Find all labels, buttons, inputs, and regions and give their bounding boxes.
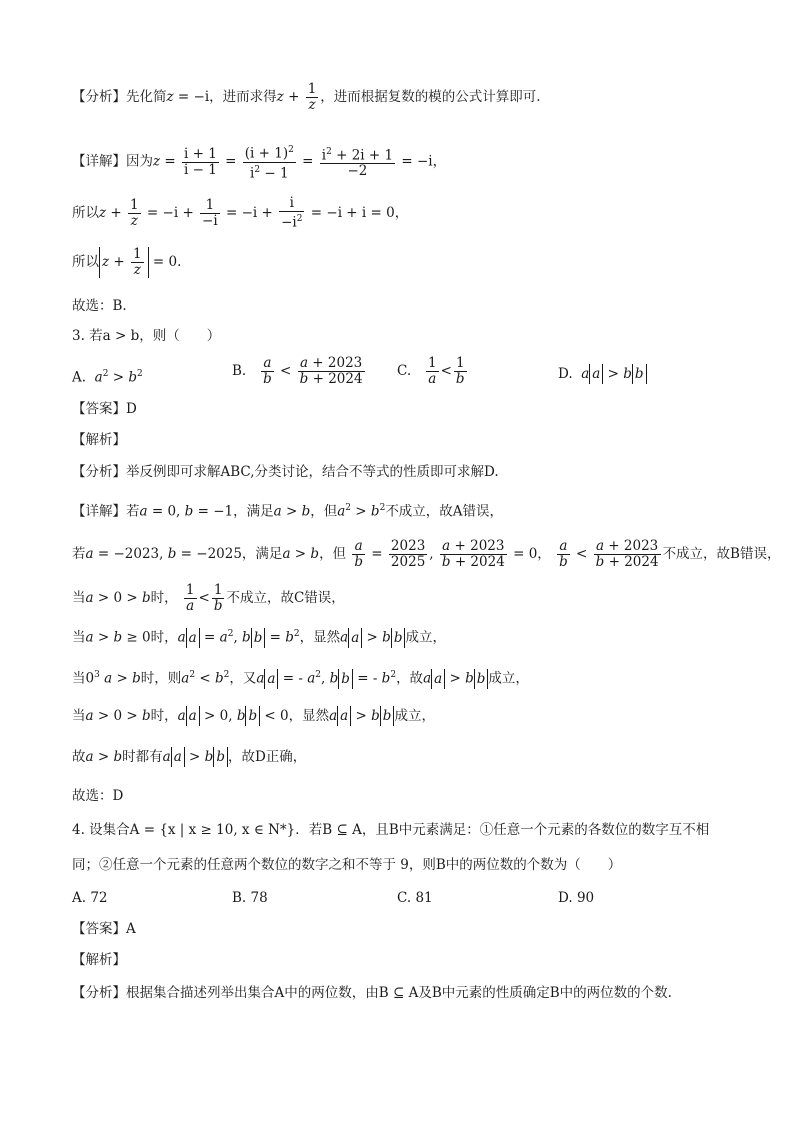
q4-option-a: A. 72	[72, 890, 108, 906]
q2-detail-line1: 【详解】因为z = $\frac{i + 1}{i - 1}$ = $\frac{(i + 1)^2}{i^2 - 1}$ = $\frac{i^2 + 2i + 1}{-2}$ = −i，	[72, 145, 447, 181]
q3-stem: 3. 若a > b，则（ ）	[72, 328, 221, 344]
q4-answer: 【答案】A	[72, 921, 136, 937]
q2-detail-tag: 【详解】	[72, 153, 126, 170]
q4-option-d: D. 90	[558, 890, 595, 906]
q3-detail-line3: 当a > 0 > b时， $\frac{1}{a}$ < $\frac{1}{b}$ 不成立，故C错误，	[72, 582, 345, 614]
q2-detail-line2: 所以z + $\frac{1}{z}$ = −i + $\frac{1}{-i}$ = −i + $\frac{i}{-i^2}$ = −i + i = 0，	[72, 195, 409, 231]
q4-stem-line1: 4. 设集合A = {x | x ≥ 10, x ∈ N*}．若B ⊆ A，且B中元素满足：①任意一个元素的各数位的数字互不相	[72, 822, 710, 838]
q3-option-c: C. $\frac{1}{a}$ < $\frac{1}{b}$	[397, 355, 465, 387]
q2-choice: 故选：B.	[72, 298, 127, 314]
q3-detail-line4: 当a > b ≥ 0时，a $a = a^2$, b $b = b^2$，显然a a > b b 成立，	[72, 629, 446, 646]
q4-option-c: C. 81	[397, 890, 433, 906]
q2-detail-line3: 所以 z + $\frac{1}{z}$ = 0.	[72, 246, 182, 278]
q3-option-d: D. a a > b b	[558, 364, 647, 384]
q4-jiexi: 【解析】	[72, 952, 126, 968]
q4-option-b: B. 78	[232, 890, 268, 906]
q3-analysis: 【分析】举反例即可求解ABC,分类讨论，结合不等式的性质即可求解D.	[72, 464, 499, 480]
q3-detail-line1: 【详解】若a = 0, b = −1，满足a > b，但$a^2 > b^2$不成立，故A错误，	[72, 503, 504, 520]
q3-jiexi: 【解析】	[72, 432, 126, 448]
q3-detail-line6: 当a > 0 > b时，a a > 0, b b < 0，显然a a > b b 成立，	[72, 708, 435, 724]
q3-option-b: B. $\frac{a}{b}$ < $\frac{a + 2023}{b + 2024}$	[232, 355, 363, 387]
q2-analysis-tag: 【分析】	[72, 89, 126, 105]
q3-detail-line5: 当$0^3$ a > b时，则$a^2 < b^2$，又a a = - $a^2$, b b = - $b^2$，故a a > b b 成立，	[72, 670, 529, 687]
q4-stem-line2: 同；②任意一个元素的任意两个数位的数字之和不等于 9，则B中的两位数的个数为（ ）	[72, 857, 622, 873]
q3-option-a: A. $a^2 > b^2$	[72, 369, 143, 386]
q3-choice: 故选：D	[72, 788, 124, 804]
q3-answer: 【答案】D	[72, 401, 137, 417]
q4-analysis: 【分析】根据集合描述列举出集合A中的两位数，由B ⊆ A及B中元素的性质确定B中的两位数的个数.	[72, 985, 672, 1001]
q3-detail-line2: 若a = −2023, b = −2025，满足a > b，但 $\frac{a}{b}$ = $\frac{2023}{2025}$ , $\frac{a + 2023}{b + 2024}$ = 0， $\frac{a}{b}$ < $\frac{a + 2023}{b + 2024}$ 不成立，故B错误，	[72, 538, 781, 570]
q2-analysis: 【分析】先化简z = −i，进而求得z + $\frac{1}{z}$ ，进而根据复数的模的公式计算即可.	[72, 81, 541, 113]
q3-detail-line7: 故a > b时都有a a > b b ，故D正确，	[72, 749, 307, 765]
